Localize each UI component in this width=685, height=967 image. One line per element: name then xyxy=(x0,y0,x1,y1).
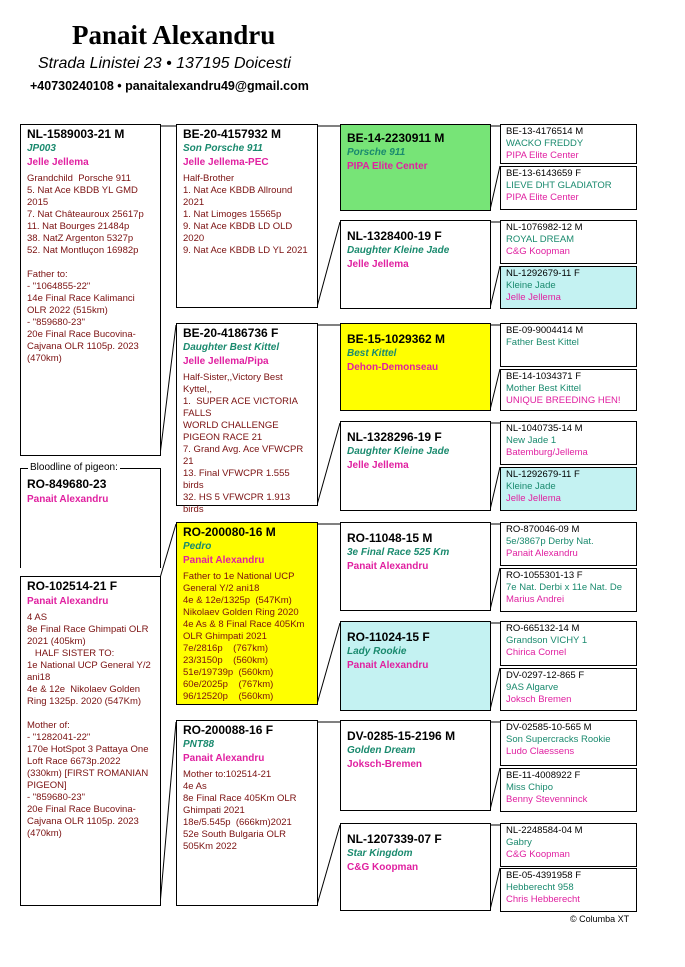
gen4-name: Gabry xyxy=(506,837,532,848)
gen4-box-1 xyxy=(500,124,637,164)
gen4-name: Son Supercracks Rookie xyxy=(506,734,611,745)
gen4-ring: DV-02585-10-565 M xyxy=(506,722,592,733)
gen4-name: Kleine Jade xyxy=(506,280,556,291)
gen3-ring: RO-11024-15 F xyxy=(347,630,430,644)
gen4-box-10 xyxy=(500,568,637,612)
gen4-ring: RO-1055301-13 F xyxy=(506,570,583,581)
gen3-box-7 xyxy=(340,720,491,811)
pigeon-info: Grandchild Porsche 911 5. Nat Ace KBDB YL GMD 2015 7. Nat Châteauroux 25617p 11. Nat Bourges 21484p 38. NatZ Argenton 5327p 52. Nat Montluçon 16982p Father to: - "1064855-22" 14e Final Race Kalimanci OLR 2022 (515km) - "859680-23" 20e Final Race Bucovina-Cajvana OLR 1105p. 2023 (470km) xyxy=(27,173,144,364)
gen4-name: 7e Nat. Derbi x 11e Nat. De xyxy=(506,582,622,593)
gen3-box-1 xyxy=(340,124,491,211)
gen3-ring: BE-14-2230911 M xyxy=(347,131,445,145)
gen3-breeder: PIPA Elite Center xyxy=(347,161,428,172)
dam-box xyxy=(176,323,318,515)
dam-info: 4 AS 8e Final Race Ghimpati OLR 2021 (405km) HALF SISTER TO: 1e National UCP General Y/2 ani18 4e & 12e Nikolaev Golden Ring 1325p. 2020 (547Km) Mother of: - "1282041-22" 170e HotSpot 3 Pattaya One Loft Race 6673p.2022 (330km) [FIRST ROMANIAN PIGEON] - "859680-23" 20e Final Race Bucovina-Cajvana OLR 1105p. 2023 (470km) xyxy=(27,612,151,839)
sire-name: Pedro xyxy=(183,541,212,552)
bloodline-label: Bloodline of pigeon: xyxy=(30,462,118,473)
sire-info: Half-Brother 1. Nat Ace KBDB Allround 2021 1. Nat Limoges 15565p 9. Nat Ace KBDB LD OLD 2020 9. Nat Ace KBDB LD YL 2021 xyxy=(183,173,308,256)
dam-breeder: Jelle Jellema/Pipa xyxy=(183,356,269,367)
gen4-ring: BE-09-9004414 M xyxy=(506,325,584,336)
bloodline-ring: RO-849680-23 xyxy=(27,477,107,491)
gen4-name: New Jade 1 xyxy=(506,435,557,446)
gen3-box-4 xyxy=(340,421,491,511)
gen3-breeder: Dehon-Demonseau xyxy=(347,362,439,373)
gen4-name: LIEVE DHT GLADIATOR xyxy=(506,180,612,191)
gen4-box-9 xyxy=(500,522,637,566)
gen4-box-8 xyxy=(500,467,637,511)
gen4-ring: DV-0297-12-865 F xyxy=(506,670,585,681)
gen3-ring: NL-1328296-19 F xyxy=(347,430,442,444)
copyright-footer: © Columba XT xyxy=(570,914,630,924)
gen3-name: Daughter Kleine Jade xyxy=(347,446,450,457)
gen4-name: 5e/3867p Derby Nat. xyxy=(506,536,594,547)
sire-ring: RO-200080-16 M xyxy=(183,525,276,539)
gen4-breeder: UNIQUE BREEDING HEN! xyxy=(506,395,621,406)
gen3-name: Golden Dream xyxy=(347,745,416,756)
sire-name: Son Porsche 911 xyxy=(183,143,263,154)
gen4-ring: NL-1076982-12 M xyxy=(506,222,583,233)
gen4-breeder: Chris Hebberecht xyxy=(506,894,580,905)
gen4-breeder: Ludo Claessens xyxy=(506,746,575,757)
gen4-name: ROYAL DREAM xyxy=(506,234,575,245)
gen3-name: Daughter Kleine Jade xyxy=(347,245,450,256)
gen4-breeder: C&G Koopman xyxy=(506,246,570,257)
pigeon-ring: NL-1589003-21 M xyxy=(27,127,125,141)
gen3-box-3 xyxy=(340,323,491,411)
gen3-ring: DV-0285-15-2196 M xyxy=(347,729,456,743)
dam-ring: RO-200088-16 F xyxy=(183,723,274,737)
gen4-name: WACKO FREDDY xyxy=(506,138,584,149)
gen3-breeder: Panait Alexandru xyxy=(347,660,429,671)
gen4-box-13 xyxy=(500,720,637,766)
dam-ring: BE-20-4186736 F xyxy=(183,326,279,340)
gen4-ring: RO-870046-09 M xyxy=(506,524,580,535)
sire-box xyxy=(176,124,318,308)
gen3-breeder: Jelle Jellema xyxy=(347,259,409,270)
pigeon-name: JP003 xyxy=(27,143,56,154)
gen4-ring: NL-1040735-14 M xyxy=(506,423,583,434)
gen4-breeder: C&G Koopman xyxy=(506,849,570,860)
bloodline-box xyxy=(20,468,161,568)
gen3-breeder: C&G Koopman xyxy=(347,862,419,873)
gen4-ring: NL-1292679-11 F xyxy=(506,268,580,279)
dam-ring: RO-102514-21 F xyxy=(27,579,118,593)
gen4-box-14 xyxy=(500,768,637,812)
gen4-box-2 xyxy=(500,166,637,210)
dam-breeder: Panait Alexandru xyxy=(183,753,265,764)
gen4-ring: NL-1292679-11 F xyxy=(506,469,580,480)
gen4-breeder: PIPA Elite Center xyxy=(506,150,579,161)
gen3-box-6 xyxy=(340,621,491,711)
gen4-box-12 xyxy=(500,668,637,711)
gen4-box-7 xyxy=(500,421,637,465)
dam-info: Half-Sister,,Victory Best Kyttel,, 1. SUPER ACE VICTORIA FALLS WORLD CHALLENGE PIGEON RACE 21 7. Grand Avg. Ace VFWCPR 21 13. Final VFWCPR 1.555 birds 32. HS 5 VFWCPR 1.913 birds xyxy=(183,372,304,515)
owner-contact: +40730240108 • panaitalexandru49@gmail.com xyxy=(30,79,309,93)
gen4-breeder: PIPA Elite Center xyxy=(506,192,579,203)
gen3-ring: RO-11048-15 M xyxy=(347,531,433,545)
gen3-name: Lady Rookie xyxy=(347,646,407,657)
gen4-breeder: Batemburg/Jellema xyxy=(506,447,588,458)
gen3-name: 3e Final Race 525 Km xyxy=(347,547,450,558)
gen4-name: Miss Chipo xyxy=(506,782,553,793)
gen3-breeder: Panait Alexandru xyxy=(347,561,429,572)
gen4-breeder: Jelle Jellema xyxy=(506,493,561,504)
gen4-name: 9AS Algarve xyxy=(506,682,559,693)
gen3-box-8 xyxy=(340,823,491,911)
gen4-box-6 xyxy=(500,369,637,411)
dam-name: PNT88 xyxy=(183,739,215,750)
pigeon-breeder: Jelle Jellema xyxy=(27,157,89,168)
gen4-breeder: Chirica Cornel xyxy=(506,647,567,658)
sire-breeder: Panait Alexandru xyxy=(183,555,265,566)
gen3-breeder: Joksch-Bremen xyxy=(347,759,423,770)
sire-info: Father to 1e National UCP General Y/2 ani18 4e & 12e/1325p (547Km) Nikolaev Golden Ring 2020 4e As & 8 Final Race 405Km OLR Ghimpati 2021 7e/2816p (767km) 23/3150p (560km) 51e/19739p (560km) 60e/2025p (767km) 96/12520p (560km) xyxy=(183,571,305,702)
gen4-breeder: Joksch Bremen xyxy=(506,694,572,705)
gen4-breeder: Marius Andrei xyxy=(506,594,565,605)
gen4-box-15 xyxy=(500,823,637,867)
gen3-ring: NL-1207339-07 F xyxy=(347,832,442,846)
gen4-ring: BE-14-1034371 F xyxy=(506,371,581,382)
gen3-box-5 xyxy=(340,522,491,611)
dam-box-2 xyxy=(176,720,318,906)
sire-box-2 xyxy=(176,522,318,705)
gen4-name: Kleine Jade xyxy=(506,481,556,492)
sire-ring: BE-20-4157932 M xyxy=(183,127,282,141)
gen3-name: Best Kittel xyxy=(347,348,397,359)
gen4-ring: BE-13-6143659 F xyxy=(506,168,581,179)
gen4-box-16 xyxy=(500,868,637,912)
sire-breeder: Jelle Jellema-PEC xyxy=(183,157,269,168)
gen4-box-11 xyxy=(500,621,637,666)
gen3-name: Porsche 911 xyxy=(347,147,406,158)
gen4-breeder: Jelle Jellema xyxy=(506,292,561,303)
gen3-breeder: Jelle Jellema xyxy=(347,460,409,471)
gen4-box-5 xyxy=(500,323,637,367)
dam-name: Daughter Best Kittel xyxy=(183,342,280,353)
gen4-ring: BE-11-4008922 F xyxy=(506,770,581,781)
gen4-ring: NL-2248584-04 M xyxy=(506,825,583,836)
gen4-breeder: Benny Stevenninck xyxy=(506,794,588,805)
gen3-box-2 xyxy=(340,220,491,309)
gen3-name: Star Kingdom xyxy=(347,848,413,859)
dam-info: Mother to:102514-21 4e As 8e Final Race 405Km OLR Ghimpati 2021 18e/5.545p (666km)2021 52e South Bulgaria OLR 505Km 2022 xyxy=(183,769,297,852)
gen4-box-3 xyxy=(500,220,637,264)
gen3-ring: BE-15-1029362 M xyxy=(347,332,446,346)
gen4-breeder: Panait Alexandru xyxy=(506,548,578,559)
gen4-name: Father Best Kittel xyxy=(506,337,579,348)
gen4-ring: BE-05-4391958 F xyxy=(506,870,581,881)
gen3-ring: NL-1328400-19 F xyxy=(347,229,442,243)
bloodline-breeder: Panait Alexandru xyxy=(27,494,109,505)
gen4-name: Grandson VICHY 1 xyxy=(506,635,588,646)
dam-main-box xyxy=(20,576,161,906)
gen4-name: Mother Best Kittel xyxy=(506,383,581,394)
gen4-name: Hebberecht 958 xyxy=(506,882,574,893)
pigeon-main-box xyxy=(20,124,161,456)
gen4-ring: BE-13-4176514 M xyxy=(506,126,584,137)
dam-breeder: Panait Alexandru xyxy=(27,596,109,607)
gen4-box-4 xyxy=(500,266,637,309)
gen4-ring: RO-665132-14 M xyxy=(506,623,580,634)
owner-name: Panait Alexandru xyxy=(72,20,276,50)
owner-address: Strada Linistei 23 • 137195 Doicesti xyxy=(38,55,291,72)
